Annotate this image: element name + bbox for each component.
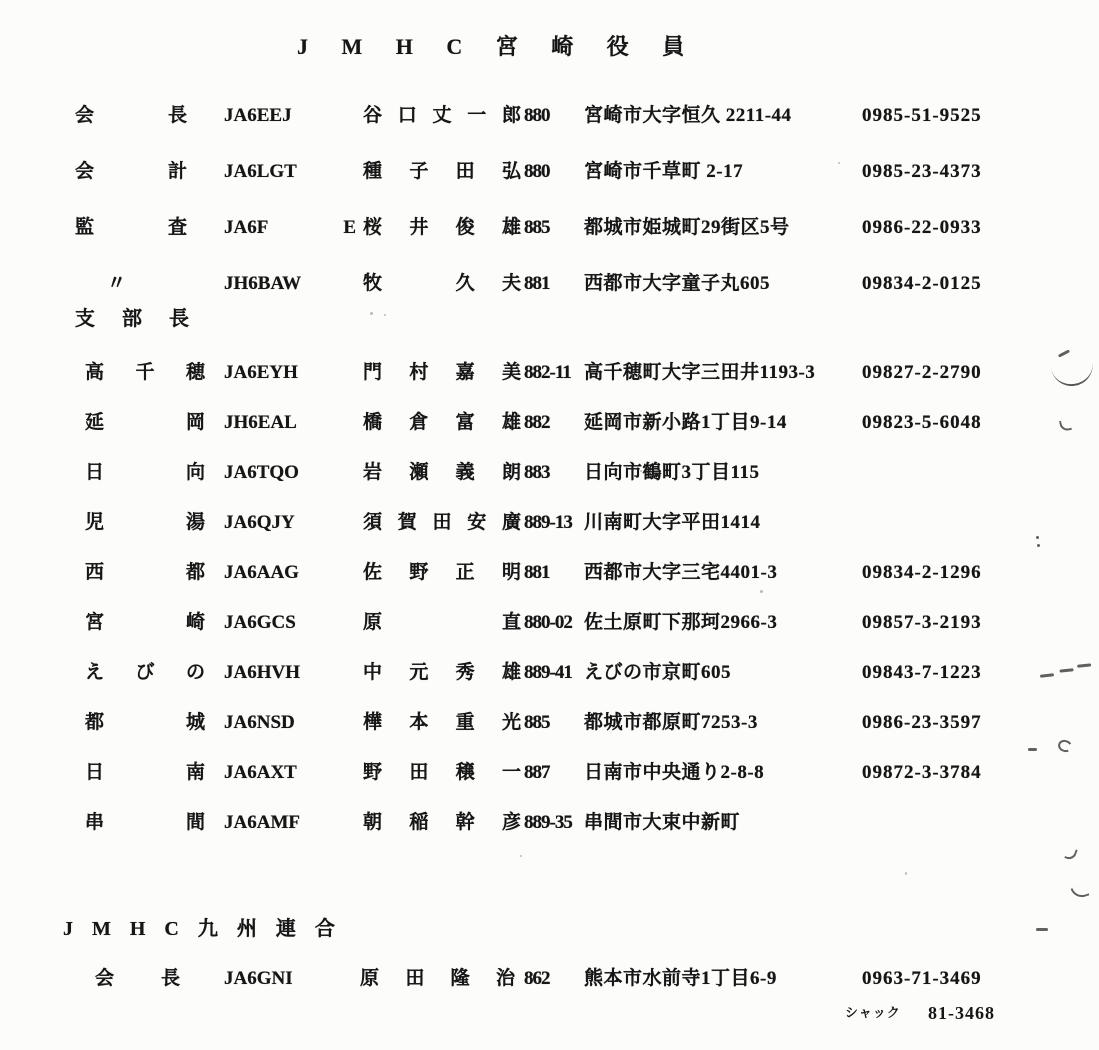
scan-artifact-dash xyxy=(1028,748,1037,751)
address-cell: 延岡市新小路1丁目9-14 xyxy=(584,412,787,433)
address-cell: 西都市大字童子丸605 xyxy=(584,273,771,294)
postal-cell: 882 xyxy=(524,412,550,433)
phone-cell: 09834-2-1296 xyxy=(862,562,982,583)
scan-speck xyxy=(384,314,386,316)
phone-cell: 09834-2-0125 xyxy=(862,273,982,294)
phone-cell: 0963-71-3469 xyxy=(862,968,982,989)
callsign-cell: JA6AAG xyxy=(224,562,299,583)
scan-artifact-hook xyxy=(1071,884,1090,900)
officer-row xyxy=(0,88,1099,144)
name-cell: 種子田弘 xyxy=(363,161,521,182)
callsign-cell: JA6TQO xyxy=(224,462,299,483)
branch-cell: 児湯 xyxy=(85,512,205,533)
branch-section-heading: 支 部 長 xyxy=(75,308,200,330)
address-cell: 日向市鶴町3丁目115 xyxy=(584,462,760,483)
name-cell: 桜井俊雄 xyxy=(363,217,521,238)
postal-cell: 881 xyxy=(524,273,550,294)
callsign-cell: JA6AMF xyxy=(224,812,300,833)
officer-row xyxy=(0,144,1099,200)
address-cell: 宮崎市千草町 2-17 xyxy=(584,161,744,182)
name-cell: 橋倉富雄 xyxy=(363,412,521,433)
callsign-cell: JA6AXT xyxy=(224,762,297,783)
address-cell: 西都市大字三宅4401-3 xyxy=(584,562,778,583)
postal-cell: 889-35 xyxy=(524,812,572,833)
callsign-cell: JH6BAW xyxy=(224,273,302,294)
name-cell: 岩瀬義朗 xyxy=(363,462,521,483)
name-cell: 原 直 xyxy=(363,612,521,633)
callsign-cell: JH6EAL xyxy=(224,412,297,433)
scan-artifact-dots xyxy=(1036,536,1039,539)
branch-row xyxy=(0,698,1099,748)
branch-row xyxy=(0,548,1099,598)
kyushu-section xyxy=(0,962,1099,996)
address-cell: 高千穂町大字三田井1193-3 xyxy=(584,362,816,383)
phone-cell: 0985-51-9525 xyxy=(862,105,982,126)
address-cell: 佐土原町下那珂2966-3 xyxy=(584,612,778,633)
name-cell: 谷口丈一郎 xyxy=(363,105,521,126)
role-cell: 〃 xyxy=(107,273,127,294)
postal-cell: 881 xyxy=(524,562,550,583)
scan-speck xyxy=(640,470,642,472)
postal-cell: 880 xyxy=(524,105,550,126)
role-cell: 会計 xyxy=(75,161,187,182)
branch-cell: 串間 xyxy=(85,812,205,833)
role-cell: 会長 xyxy=(95,968,180,989)
branch-row xyxy=(0,648,1099,698)
shack-phone-line xyxy=(0,1000,1099,1026)
branch-row xyxy=(0,498,1099,548)
postal-cell: 885 xyxy=(524,217,550,238)
phone-cell: 09827-2-2790 xyxy=(862,362,982,383)
postal-cell: 889-13 xyxy=(524,512,572,533)
address-cell: 都城市姫城町29街区5号 xyxy=(584,217,790,238)
address-cell: 川南町大字平田1414 xyxy=(584,512,761,533)
branch-row xyxy=(0,598,1099,648)
postal-cell: 882-11 xyxy=(524,362,571,383)
scan-speck xyxy=(370,312,373,315)
kyushu-section-heading: J M H C 九 州 連 合 xyxy=(63,918,342,940)
name-cell: 門村嘉美 xyxy=(363,362,521,383)
scan-speck xyxy=(520,855,522,857)
branches-section xyxy=(0,348,1099,848)
officer-row xyxy=(0,200,1099,256)
phone-cell: 0985-23-4373 xyxy=(862,161,982,182)
officer-row xyxy=(0,962,1099,996)
name-cell: 朝稲幹彦 xyxy=(363,812,521,833)
postal-cell: 862 xyxy=(524,968,550,989)
phone-cell: 0986-23-3597 xyxy=(862,712,982,733)
address-cell: 日南市中央通り2-8-8 xyxy=(584,762,765,783)
branch-cell: 宮崎 xyxy=(85,612,205,633)
branch-cell: 都城 xyxy=(85,712,205,733)
scan-artifact-hook xyxy=(1064,847,1078,862)
postal-cell: 889-41 xyxy=(524,662,572,683)
callsign-cell: JA6LGT xyxy=(224,161,297,182)
address-cell: 熊本市水前寺1丁目6-9 xyxy=(584,968,777,989)
callsign-cell: JA6GCS xyxy=(224,612,296,633)
callsign-cell: JA6GNI xyxy=(224,968,293,989)
callsign-cell: JA6F E xyxy=(224,217,356,238)
branch-row xyxy=(0,748,1099,798)
scan-artifact-dash xyxy=(1036,928,1048,931)
shack-phone-number: 81-3468 xyxy=(928,1003,995,1023)
callsign-cell: JA6HVH xyxy=(224,662,300,683)
branch-cell: 西都 xyxy=(85,562,205,583)
branch-cell: えびの xyxy=(85,662,205,683)
postal-cell: 883 xyxy=(524,462,550,483)
address-cell: えびの市京町605 xyxy=(584,662,732,683)
name-cell: 樺本重光 xyxy=(363,712,521,733)
callsign-cell: JA6NSD xyxy=(224,712,295,733)
name-cell: 野田穣一 xyxy=(363,762,521,783)
phone-cell: 0986-22-0933 xyxy=(862,217,982,238)
address-cell: 都城市都原町7253-3 xyxy=(584,712,758,733)
name-cell: 須賀田安廣 xyxy=(363,512,521,533)
callsign-cell: JA6QJY xyxy=(224,512,295,533)
phone-cell: 09823-5-6048 xyxy=(862,412,982,433)
scan-speck xyxy=(905,872,907,875)
role-cell: 会長 xyxy=(75,105,187,126)
branch-cell: 日向 xyxy=(85,462,205,483)
branch-row xyxy=(0,798,1099,848)
name-cell: 中元秀雄 xyxy=(363,662,521,683)
officers-section xyxy=(0,88,1099,312)
shack-label: シャック xyxy=(845,1005,901,1020)
name-cell: 佐野正明 xyxy=(363,562,521,583)
phone-cell: 09872-3-3784 xyxy=(862,762,982,783)
phone-cell: 09857-3-2193 xyxy=(862,612,982,633)
role-cell: 監査 xyxy=(75,217,187,238)
scan-speck xyxy=(838,162,840,164)
branch-cell: 延岡 xyxy=(85,412,205,433)
postal-cell: 880 xyxy=(524,161,550,182)
callsign-cell: JA6EEJ xyxy=(224,105,292,126)
branch-cell: 日南 xyxy=(85,762,205,783)
postal-cell: 885 xyxy=(524,712,550,733)
address-cell: 串間市大束中新町 xyxy=(584,812,741,833)
branch-cell: 高千穂 xyxy=(85,362,205,383)
page-title: J M H C 宮 崎 役 員 xyxy=(297,34,699,59)
address-cell: 宮崎市大字恒久 2211-44 xyxy=(584,105,792,126)
phone-cell: 09843-7-1223 xyxy=(862,662,982,683)
callsign-cell: JA6EYH xyxy=(224,362,298,383)
branch-row xyxy=(0,448,1099,498)
scan-speck xyxy=(760,590,763,593)
name-cell: 牧 久夫 xyxy=(363,273,521,294)
branch-row xyxy=(0,398,1099,448)
postal-cell: 880-02 xyxy=(524,612,572,633)
postal-cell: 887 xyxy=(524,762,550,783)
name-cell: 原田隆治 xyxy=(360,968,515,989)
branch-row xyxy=(0,348,1099,398)
